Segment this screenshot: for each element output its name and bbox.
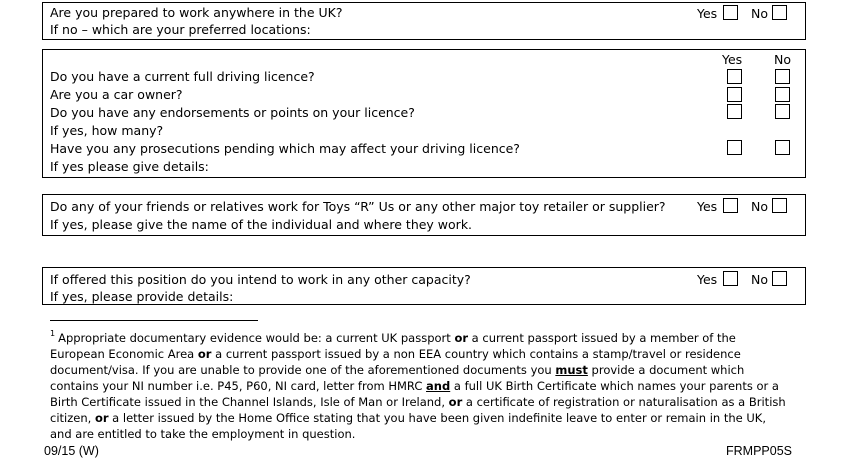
question-prosecutions: Have you any prosecutions pending which may affect your driving licence? [50, 141, 520, 156]
no-label: No [751, 272, 768, 287]
relatives-no-checkbox[interactable] [772, 198, 787, 213]
driving-licence-no-checkbox[interactable] [775, 69, 790, 84]
yes-label: Yes [697, 272, 718, 287]
question-car-owner: Are you a car owner? [50, 87, 183, 102]
question-relatives: Do any of your friends or relatives work for Toys “R” Us or any other major toy retailer or supplier? [50, 199, 666, 214]
other-capacity-no-checkbox[interactable] [772, 271, 787, 286]
no-label: No [751, 199, 768, 214]
question-preferred-locations: If no – which are your preferred locations: [50, 22, 311, 37]
question-work-anywhere: Are you prepared to work anywhere in the UK? [50, 5, 343, 20]
yes-label: Yes [697, 6, 718, 21]
other-capacity-yes-checkbox[interactable] [723, 271, 738, 286]
yes-column-header: Yes [722, 52, 743, 67]
yes-label: Yes [697, 199, 718, 214]
question-other-capacity-details: If yes, please provide details: [50, 289, 234, 304]
driving-licence-yes-checkbox[interactable] [727, 69, 742, 84]
work-anywhere-no-checkbox[interactable] [772, 5, 787, 20]
question-driving-licence: Do you have a current full driving licence? [50, 69, 315, 84]
footnote-marker: 1 [50, 329, 56, 338]
endorsements-yes-checkbox[interactable] [727, 104, 742, 119]
prosecutions-yes-checkbox[interactable] [727, 140, 742, 155]
footnote-separator [50, 320, 258, 321]
no-column-header: No [774, 52, 791, 67]
endorsements-no-checkbox[interactable] [775, 104, 790, 119]
form-reference: FRMPP05S [726, 444, 792, 458]
relatives-yes-checkbox[interactable] [723, 198, 738, 213]
form-date-code: 09/15 (W) [44, 444, 99, 458]
car-owner-no-checkbox[interactable] [775, 87, 790, 102]
no-label: No [751, 6, 768, 21]
prosecutions-no-checkbox[interactable] [775, 140, 790, 155]
footnote: $^1$ Appropriate documentary evidence would be: a current UK passport or a current passport issued by a member of the European Economic Area or a current passport issued by a non EEA country which contains a stamp/travel or residence document/visa. If you are unable to provide one of the aforementioned documents you must provide a document which contains your NI number i.e. P45, P60, NI card, letter from HMRC and a full UK Birth Certificate which names your parents or a Birth Certificate issued in the Channel Islands, Isle of Man or Ireland, or a certificate of registration or naturalisation as a British citizen, or a letter issued by the Home Office stating that you have been given indefinite leave to enter or remain in the UK, and are entitled to take the employment in question. [50, 329, 786, 441]
question-other-capacity: If offered this position do you intend to work in any other capacity? [50, 272, 471, 287]
question-relatives-details: If yes, please give the name of the individual and where they work. [50, 217, 473, 232]
work-anywhere-yes-checkbox[interactable] [723, 5, 738, 20]
question-endorsements: Do you have any endorsements or points on your licence? [50, 105, 415, 120]
car-owner-yes-checkbox[interactable] [727, 87, 742, 102]
question-how-many: If yes, how many? [50, 123, 164, 138]
question-give-details: If yes please give details: [50, 159, 209, 174]
